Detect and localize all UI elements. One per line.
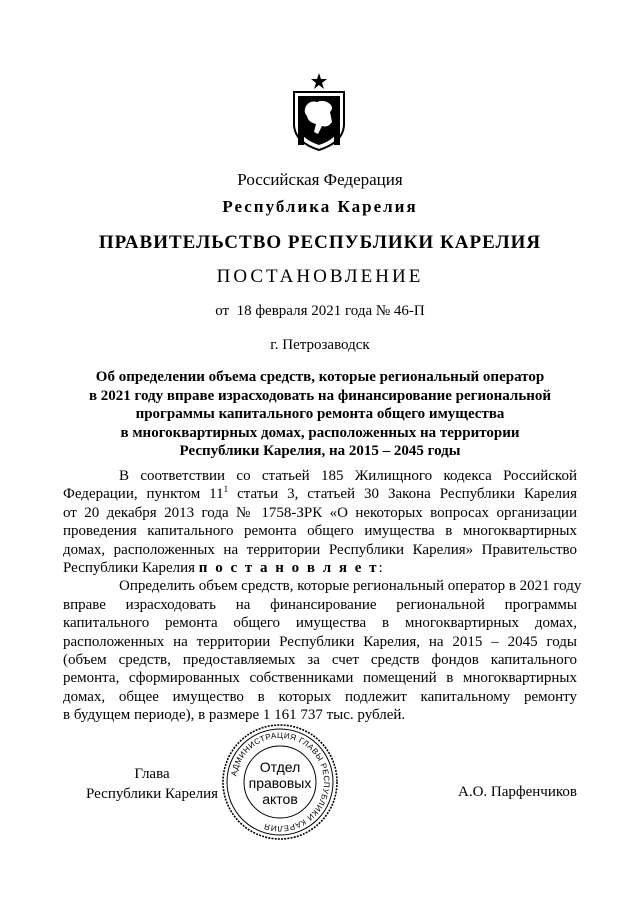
karelia-coat-of-arms-icon xyxy=(290,72,348,152)
superscript: 1 xyxy=(223,484,229,495)
body-line: домах, общее имущество в которых подлежит капитальному ремонту xyxy=(63,688,577,705)
title-line: Об определении объема средств, которые региональный оператор xyxy=(95,369,545,385)
body-line: расположенных на территории Республики Карелия, на 2015 – 2045 годы xyxy=(63,633,577,650)
document-date-number: от 18 февраля 2021 года № 46-П xyxy=(215,303,425,319)
body-line: капитального ремонта общего имущества в многоквартирных домах, xyxy=(63,615,577,632)
signatory-name: А.О. Парфенчиков xyxy=(458,784,577,800)
position-line: Республики Карелия xyxy=(86,786,219,802)
stamp-inner-line: актов xyxy=(262,791,298,807)
document-title xyxy=(70,368,570,461)
title-line: программы капитального ремонта общего имущества xyxy=(135,406,505,423)
title-line: в многоквартирных домах, расположенных на территории xyxy=(120,424,520,441)
body-line: домах, расположенных на территории Республики Карелия» Правительство xyxy=(63,541,577,558)
decree-verb: п о с т а н о в л я е т xyxy=(198,559,379,576)
body-text: Федерации, пунктом 11 xyxy=(63,486,224,503)
body-line: в будущем периоде), в размере 1 161 737 тыс. рублей. xyxy=(63,707,406,724)
body-line: В соответствии со статьей 185 Жилищного кодекса Российской xyxy=(119,468,577,484)
country-name: Российская Федерация xyxy=(237,170,403,189)
body-line: от 20 декабря 2013 года № 1758-ЗРК «О некоторых вопросах организации xyxy=(63,504,577,521)
stamp-inner-line: Отдел xyxy=(259,759,301,775)
government-name: ПРАВИТЕЛЬСТВО РЕСПУБЛИКИ КАРЕЛИЯ xyxy=(98,232,542,253)
stamp-inner-line: правовых xyxy=(248,775,312,791)
document-type: ПОСТАНОВЛЕНИЕ xyxy=(216,266,424,287)
body-line: проведения капитального ремонта общего имущества в многоквартирных xyxy=(63,523,577,540)
body-line: ремонта, сформированных собственниками помещений в многоквартирных xyxy=(63,670,577,687)
official-stamp xyxy=(220,722,340,842)
document-city: г. Петрозаводск xyxy=(270,337,370,353)
body-line: Определить объем средств, которые региональный оператор в 2021 году xyxy=(119,578,582,595)
republic-name: Республика Карелия xyxy=(222,197,418,216)
title-line: в 2021 году вправе израсходовать на финансирование региональной xyxy=(88,387,552,404)
body-text: статьи 3, статьей 30 Закона Республики Карелия xyxy=(228,486,577,503)
body-text: : xyxy=(378,559,383,576)
body-text: Республики Карелия xyxy=(63,559,199,576)
document-body xyxy=(63,467,582,724)
stamp-ring-text: АДМИНИСТРАЦИЯ ГЛАВЫ РЕСПУБЛИКИ КАРЕЛИЯ xyxy=(229,730,332,834)
body-line: (объем средств, предоставляемых за счет средств фондов капитального xyxy=(63,651,577,668)
body-line: вправе израсходовать на финансирование региональной программы xyxy=(63,596,577,613)
position-line: Глава xyxy=(134,766,170,782)
signatory-position xyxy=(86,764,218,804)
body-line xyxy=(63,559,577,577)
title-line: Республики Карелия, на 2015 – 2045 годы xyxy=(179,443,461,460)
body-line xyxy=(63,485,577,503)
